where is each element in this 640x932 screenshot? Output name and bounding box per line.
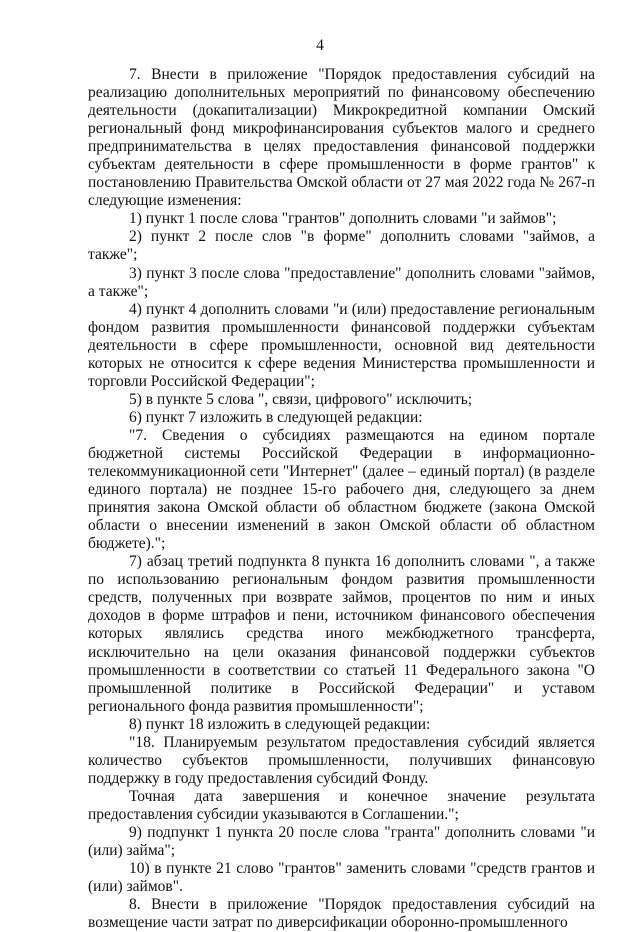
document-body bbox=[88, 66, 595, 932]
subitem-10: 10) в пункте 21 слово "грантов" заменить словами "средств грантов и (или) займов". bbox=[88, 860, 595, 896]
subitem-9: 9) подпункт 1 пункта 20 после слова "гранта" дополнить словами "и (или) займа"; bbox=[88, 823, 595, 860]
subitem-8: 8) пункт 18 изложить в следующей редакции: bbox=[129, 715, 431, 733]
subitem-4: 4) пункт 4 дополнить словами "и (или) предоставление региональным фондом развития промышленности финансовой поддержки субъектам деятельности в сфере промышленности, основной вид деятельности которых не относится к сфере ведения Министерства промышленности и торговли Российской Федерации"; bbox=[88, 300, 595, 390]
paragraph-item-8: 8. Внести в приложение "Порядок предоставления субсидий на возмещение части затрат по диверсификации оборонно-промышленного bbox=[88, 896, 595, 932]
quoted-point-7: "7. Сведения о субсидиях размещаются на едином портале бюджетной системы Российской Федерации в информационно-телекоммуникационной сети "Интернет" (далее – единый портал) (в разделе единого портала) не позднее 15-го рабочего дня, следующего за днем принятия закона Омской области об областном бюджете (закона Омской области о внесении изменений в закон Омской области об областном бюджете)."; bbox=[88, 426, 595, 553]
quoted-point-18: "18. Планируемым результатом предоставления субсидий является количество субъектов промышленности, получивших финансовую поддержку в году предоставления субсидий Фонду. bbox=[88, 733, 595, 787]
quoted-point-18-continuation: Точная дата завершения и конечное значение результата предоставления субсидии указываются в Соглашении."; bbox=[88, 787, 595, 823]
subitem-5: 5) в пункте 5 слова ", связи, цифрового" исключить; bbox=[129, 390, 473, 408]
subitem-2: 2) пункт 2 после слов "в форме" дополнить словами "займов, а также"; bbox=[88, 228, 595, 264]
subitem-1: 1) пункт 1 после слова "грантов" дополнить словами "и займов"; bbox=[129, 210, 557, 228]
page-number: 4 bbox=[316, 37, 324, 54]
subitem-3: 3) пункт 3 после слова "предоставление" дополнить словами "займов, а также"; bbox=[88, 264, 595, 300]
paragraph-item-7: 7. Внести в приложение "Порядок предоставления субсидий на реализацию дополнительных мероприятий по финансовому обеспечению деятельности (докапитализации) Микрокредитной компании Омский региональный фонд микрофинансирования субъектов малого и среднего предпринимательства в целях предоставления финансовой поддержки субъектам деятельности в сфере промышленности в форме грантов" к постановлению Правительства Омской области от 27 мая 2022 года № 267-п следующие изменения: bbox=[88, 66, 595, 210]
subitem-7: 7) абзац третий подпункта 8 пункта 16 дополнить словами ", а также по использованию региональным фондом развития промышленности средств, полученных при возврате займов, процентов по ним и иных доходов в форме штрафов и пени, источником финансового обеспечения которых являлись средства иного межбюджетного трансферта, исключительно на цели оказания финансовой поддержки субъектов промышленности в соответствии со статьей 11 Федерального закона "О промышленной политике в Российской Федерации" и уставом регионального фонда развития промышленности"; bbox=[88, 553, 595, 715]
subitem-6: 6) пункт 7 изложить в следующей редакции: bbox=[129, 408, 423, 426]
